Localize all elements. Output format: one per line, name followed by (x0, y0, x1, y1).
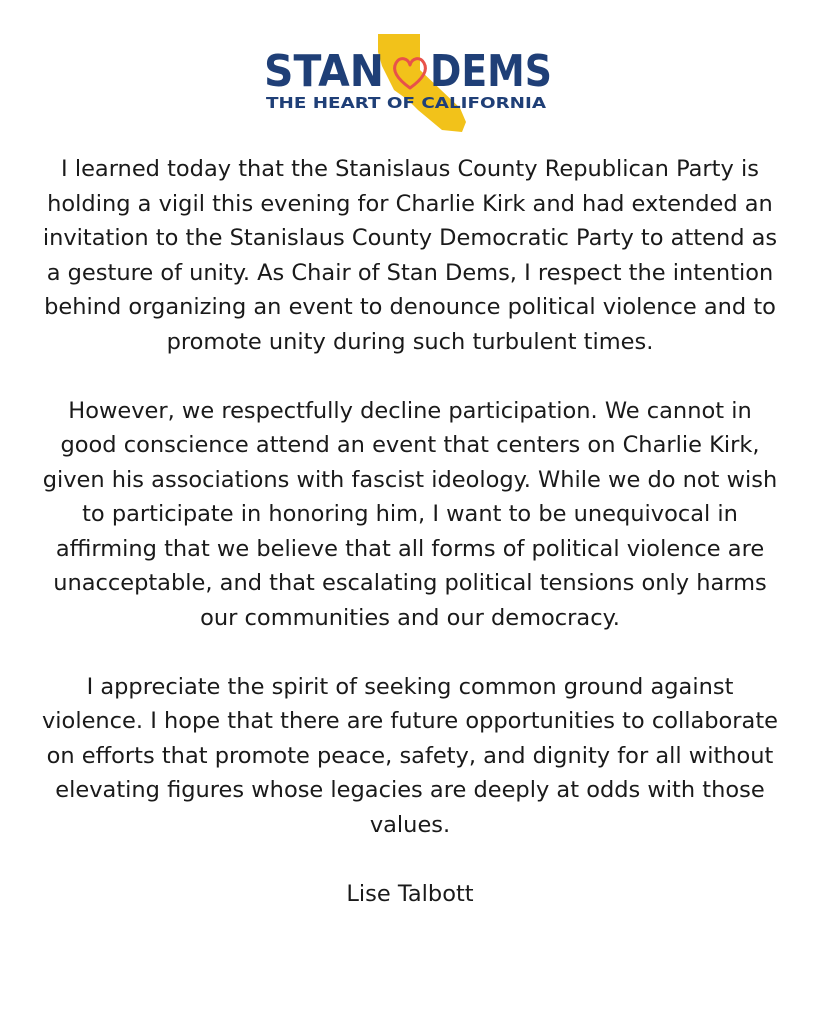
statement (40, 152, 780, 911)
logo-tagline: THE HEART OF CALIFORNIA (266, 94, 547, 112)
logo-word-stan: STAN (264, 46, 384, 97)
logo-word-dems: DEMS (430, 46, 552, 97)
signature: Lise Talbott (346, 880, 474, 907)
statement-paragraph-3: I appreciate the spirit of seeking common ground against violence. I hope that there are future opportunities to collaborate on efforts that promote peace, safety, and dignity for all without elevating figures whose legacies are deeply at odds with those values. (41, 673, 779, 838)
statement-paragraph-1: I learned today that the Stanislaus County Republican Party is holding a vigil this evening for Charlie Kirk and had extended an invitation to the Stanislaus County Democratic Party to attend as a gesture of unity. As Chair of Stan Dems, I respect the intention behind organizing an event to denounce political violence and to promote unity during such turbulent times. (42, 156, 778, 355)
california-heart-logo-icon (262, 30, 554, 134)
stan-dems-logo (262, 30, 554, 134)
statement-paragraph-2: However, we respectfully decline participation. We cannot in good conscience attend an event that centers on Charlie Kirk, given his associations with fascist ideology. While we do not wish to participate in honoring him, I want to be unequivocal in affirming that we believe that all forms of political violence are unacceptable, and that escalating political tensions only harms our communities and our democracy. (42, 397, 778, 631)
